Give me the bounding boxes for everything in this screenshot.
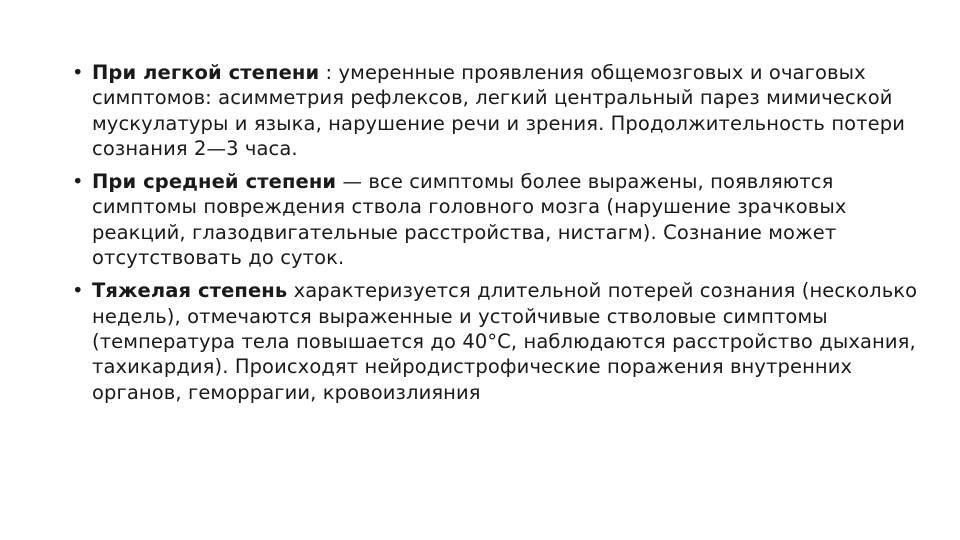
bullet-text: : умеренные проявления общемозговых и очаговых симптомов: асимметрия рефлексов, легкий центральный парез мимической мускулатуры и языка, нарушение речи и зрения. Продолжительность потери сознания 2—3 часа. [92, 61, 906, 160]
bullet-term: Тяжелая степень [92, 279, 288, 303]
bullet-term: При легкой степени [92, 61, 320, 84]
bullet-item-severe [72, 278, 932, 404]
bullet-item-moderate [72, 169, 932, 270]
bullet-marker: • [72, 279, 84, 303]
bullet-text: — все симптомы более выражены, появляются симптомы повреждения ствола головного мозга (нарушение зрачковых реакций, глазодвигательные расстройства, нистагм). Сознание может отсутствовать до суток. [92, 170, 847, 270]
bullet-marker: • [72, 61, 84, 84]
bullet-item-mild [72, 60, 932, 161]
bullet-term: При средней степени [92, 170, 337, 194]
bullet-list [72, 60, 932, 413]
bullet-text: характеризуется длительной потерей сознания (несколько недель), отмечаются выраженные и устойчивые стволовые симптомы (температура тела повышается до 40°С, наблюдаются расстройство дыхания, тахикардия). Происходят нейродистрофические поражения внутренних органов, геморрагии, кровоизлияния [92, 279, 918, 404]
bullet-marker: • [72, 170, 84, 194]
